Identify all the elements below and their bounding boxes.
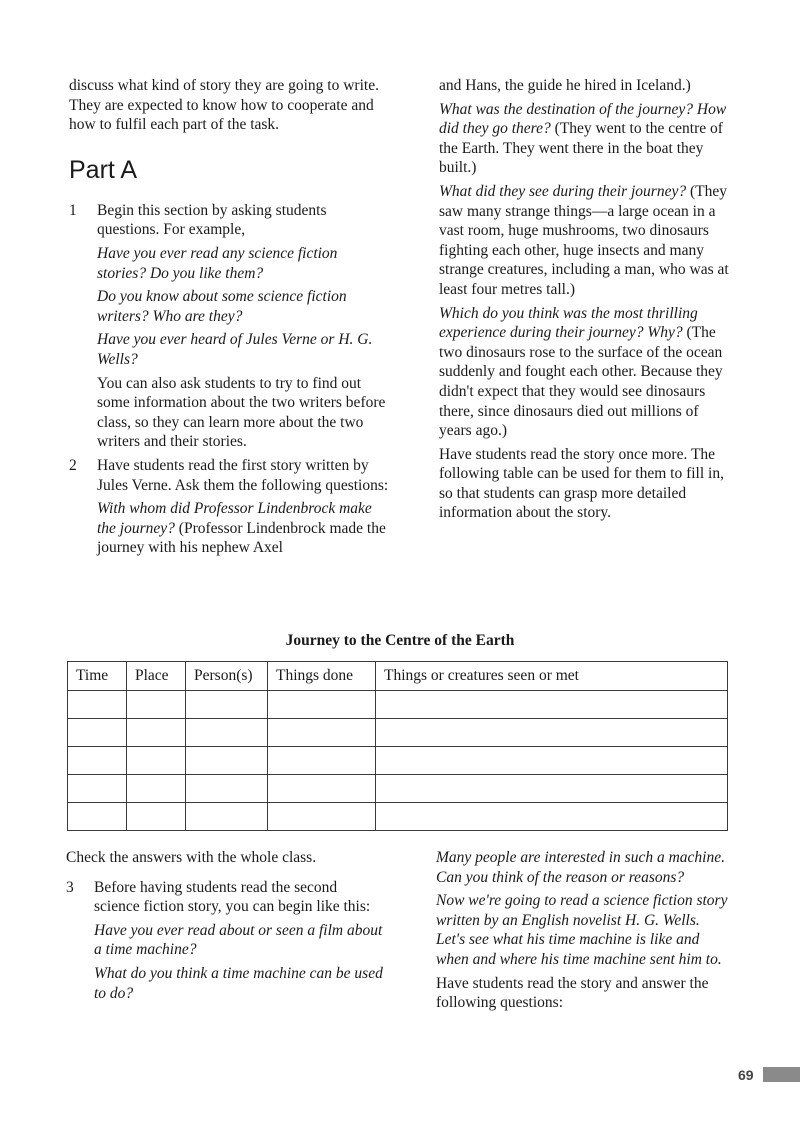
table-cell[interactable]	[68, 719, 127, 747]
item-number: 1	[69, 201, 77, 219]
table-cell[interactable]	[186, 691, 268, 719]
right-column-bottom	[436, 848, 732, 1013]
table-cell[interactable]	[127, 775, 186, 803]
answer: (They went to the centre of the Earth. They went there in the boat they built.)	[439, 120, 723, 177]
table-cell[interactable]	[68, 747, 127, 775]
item-number: 2	[69, 456, 77, 474]
question-with-answer	[439, 182, 731, 300]
question: Have you ever heard of Jules Verne or H. G. Wells?	[97, 331, 373, 368]
table-cell[interactable]	[186, 803, 268, 831]
page-number: 69	[738, 1067, 754, 1083]
question: Which do you think was the most thrilling experience during their journey? Why?	[439, 304, 698, 342]
table-row	[68, 719, 728, 747]
item-2	[69, 456, 389, 558]
paragraph: Have students read the story and answer the following questions:	[436, 974, 709, 1012]
header-things-done: Things done	[268, 662, 376, 691]
table-cell[interactable]	[268, 747, 376, 775]
answer: (Professor Lindenbrock made the journey with his nephew Axel	[97, 519, 386, 557]
fill-in-table	[67, 661, 728, 831]
table-cell[interactable]	[376, 719, 728, 747]
page-number-bar	[763, 1067, 800, 1082]
table-cell[interactable]	[376, 747, 728, 775]
question-with-answer	[97, 499, 389, 558]
question: With whom did Professor Lindenbrock make the journey?	[97, 500, 372, 537]
table-row	[68, 747, 728, 775]
item-text: Begin this section by asking students questions. For example,	[97, 201, 327, 239]
header-persons: Person(s)	[186, 662, 268, 691]
header-place: Place	[127, 662, 186, 691]
table-cell[interactable]	[376, 775, 728, 803]
question-with-answer	[439, 100, 731, 178]
table-cell[interactable]	[268, 691, 376, 719]
question: Many people are interested in such a machine. Can you think of the reason or reasons?	[436, 849, 725, 886]
table-row	[68, 803, 728, 831]
table-cell[interactable]	[268, 775, 376, 803]
right-column-top	[439, 76, 731, 523]
paragraph: Have students read the story once more. The following table can be used for them to fill in, so that students can grasp more detailed information about the story.	[439, 445, 724, 522]
table-cell[interactable]	[68, 691, 127, 719]
table-cell[interactable]	[376, 803, 728, 831]
table-cell[interactable]	[268, 803, 376, 831]
paragraph: You can also ask students to try to find out some information about the two writers before class, so they can learn more about the two writers and their stories.	[97, 374, 386, 451]
table-cell[interactable]	[268, 719, 376, 747]
table-cell[interactable]	[127, 691, 186, 719]
header-things-seen: Things or creatures seen or met	[376, 662, 728, 691]
question: What was the destination of the journey? How did they go there?	[439, 100, 727, 138]
left-column-top	[69, 76, 389, 558]
table-caption: Journey to the Centre of the Earth	[285, 632, 515, 649]
table-cell[interactable]	[68, 775, 127, 803]
table-cell[interactable]	[127, 747, 186, 775]
table-cell[interactable]	[127, 803, 186, 831]
table-cell[interactable]	[186, 747, 268, 775]
paragraph: Check the answers with the whole class.	[66, 849, 317, 866]
question: Do you know about some science fiction writers? Who are they?	[97, 288, 347, 325]
question: Have you ever read any science fiction stories? Do you like them?	[97, 244, 338, 282]
section-heading: Part A	[69, 155, 138, 184]
question: What do you think a time machine can be used to do?	[94, 964, 383, 1002]
question: What did they see during their journey?	[439, 182, 687, 200]
table-cell[interactable]	[376, 691, 728, 719]
table-row	[68, 775, 728, 803]
answer: (The two dinosaurs rose to the surface of the ocean suddenly and fought each other. Because they didn't expect that they would see dinosaurs there, since dinosaurs died out millions of years ago.)	[439, 324, 723, 440]
question: Have you ever read about or seen a film about a time machine?	[94, 921, 383, 959]
intro-paragraph: discuss what kind of story they are going to write. They are expected to know how to cooperate and how to fulfil each part of the task.	[69, 77, 379, 134]
question-with-answer	[439, 304, 731, 441]
item-text: Before having students read the second science fiction story, you can begin like this:	[94, 878, 371, 916]
paragraph: and Hans, the guide he hired in Iceland.)	[439, 77, 691, 94]
item-number: 3	[66, 878, 74, 896]
table-cell[interactable]	[127, 719, 186, 747]
table-header-row	[68, 662, 728, 691]
table-cell[interactable]	[186, 719, 268, 747]
left-column-bottom	[66, 848, 386, 1003]
item-1	[69, 201, 389, 452]
table-cell[interactable]	[68, 803, 127, 831]
item-text: Have students read the first story written by Jules Verne. Ask them the following questions:	[97, 456, 389, 494]
answer: (They saw many strange things—a large ocean in a vast room, huge mushrooms, two dinosaurs fighting each other, huge insects and many strange creatures, including a man, who was at least four metres tall.)	[439, 182, 729, 298]
paragraph: Now we're going to read a science fiction story written by an English novelist H. G. Wells. Let's see what his time machine is like and when and where his time machine sent him to.	[436, 892, 728, 968]
table-cell[interactable]	[186, 775, 268, 803]
item-3	[66, 878, 386, 1004]
table-row	[68, 691, 728, 719]
header-time: Time	[68, 662, 127, 691]
